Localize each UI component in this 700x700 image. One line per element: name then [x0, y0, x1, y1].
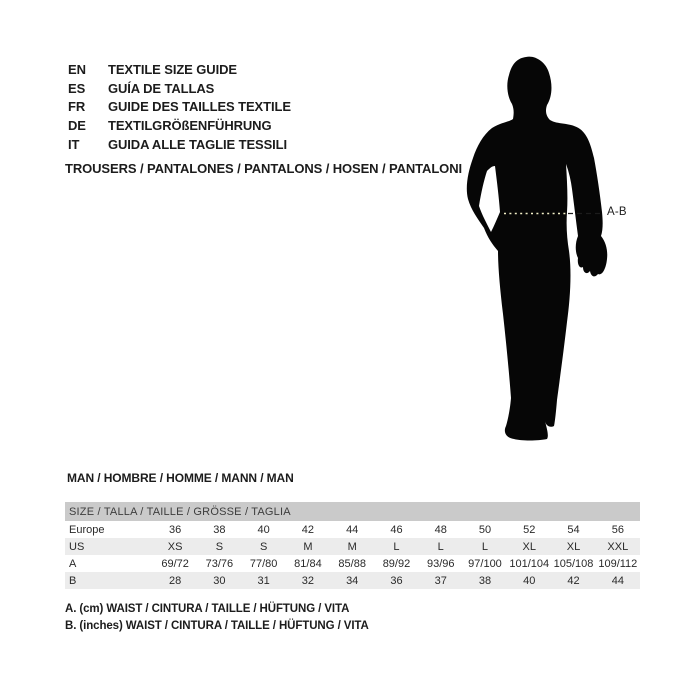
size-cell: 93/96: [426, 557, 455, 570]
size-cell: 69/72: [161, 557, 189, 570]
language-title: GUÍA DE TALLAS: [108, 80, 215, 96]
row-label: Europe: [69, 523, 105, 536]
size-cell: 54: [567, 523, 580, 536]
size-cell: 109/112: [598, 557, 638, 570]
size-cell: 97/100: [468, 557, 502, 570]
size-cell: 73/76: [205, 557, 234, 570]
size-table: [65, 502, 640, 589]
size-cell: 31: [257, 574, 270, 587]
language-title: TEXTILGRÖßENFÜHRUNG: [108, 118, 272, 134]
language-code: DE: [68, 118, 86, 134]
size-cell: 40: [257, 523, 270, 536]
size-cell: 50: [478, 523, 492, 536]
size-cell: S: [259, 540, 268, 553]
size-cell: 46: [390, 523, 403, 536]
size-cell: 52: [523, 523, 536, 536]
size-cell: L: [481, 540, 489, 553]
table-row-us: [65, 538, 640, 555]
size-cell: 28: [169, 574, 182, 587]
man-silhouette-body: [467, 57, 607, 441]
table-row-b-inches: [65, 572, 640, 589]
size-cell: S: [215, 540, 224, 553]
row-label: A: [69, 557, 77, 570]
waist-measure-label: A-B: [607, 206, 627, 218]
size-cell: XXL: [607, 540, 629, 553]
language-code: EN: [68, 62, 86, 77]
size-cell: 77/80: [249, 557, 278, 570]
size-cell: 89/92: [382, 557, 411, 570]
size-cell: 44: [346, 523, 359, 536]
size-cell: 105/108: [553, 557, 594, 570]
size-cell: 56: [611, 523, 624, 536]
size-cell: 38: [478, 574, 492, 587]
size-cell: L: [393, 540, 400, 553]
size-cell: 42: [301, 523, 315, 536]
language-code: ES: [68, 80, 86, 96]
size-cell: 30: [213, 574, 226, 587]
size-table-header: SIZE / TALLA / TAILLE / GRÖSSE / TAGLIA: [65, 502, 640, 521]
size-cell: XL: [566, 540, 581, 553]
note-b-inches: B. (inches) WAIST / CINTURA / TAILLE / HÜFTUNG / VITA: [65, 620, 369, 632]
size-cell: 85/88: [338, 557, 366, 570]
size-cell: M: [303, 540, 313, 553]
size-cell: 101/104: [509, 557, 550, 570]
size-cell: XL: [522, 540, 536, 553]
size-cell: 36: [169, 523, 182, 536]
language-title: TEXTILE SIZE GUIDE: [108, 62, 237, 77]
language-code: FR: [68, 99, 86, 115]
size-cell: 36: [390, 574, 403, 587]
size-cell: 42: [567, 574, 580, 587]
measurement-notes: [65, 601, 369, 635]
language-title: GUIDA ALLE TAGLIE TESSILI: [108, 136, 288, 152]
size-cell: 37: [434, 574, 447, 587]
gender-section-title: MAN / HOMBRE / HOMME / MANN / MAN: [67, 471, 294, 485]
table-row-europe: [65, 521, 640, 538]
size-cell: 48: [434, 523, 447, 536]
language-code: IT: [68, 136, 80, 152]
size-cell: 38: [213, 523, 226, 536]
size-cell: 40: [523, 574, 536, 587]
size-cell: 81/84: [294, 557, 322, 570]
note-a-cm: A. (cm) WAIST / CINTURA / TAILLE / HÜFTUNG / VITA: [65, 603, 350, 615]
table-row-a-cm: [65, 555, 640, 572]
size-cell: 32: [301, 574, 315, 587]
size-table-header-row: [65, 502, 640, 521]
size-cell: M: [347, 540, 357, 553]
row-label: B: [69, 574, 77, 587]
garment-title: TROUSERS / PANTALONES / PANTALONS / HOSEN / PANTALONI: [65, 161, 462, 176]
size-cell: XS: [167, 540, 183, 553]
size-cell: 34: [346, 574, 359, 587]
size-cell: 44: [611, 574, 624, 587]
language-title: GUIDE DES TAILLES TEXTILE: [108, 99, 291, 115]
size-cell: L: [437, 540, 444, 553]
row-label: US: [69, 540, 85, 553]
